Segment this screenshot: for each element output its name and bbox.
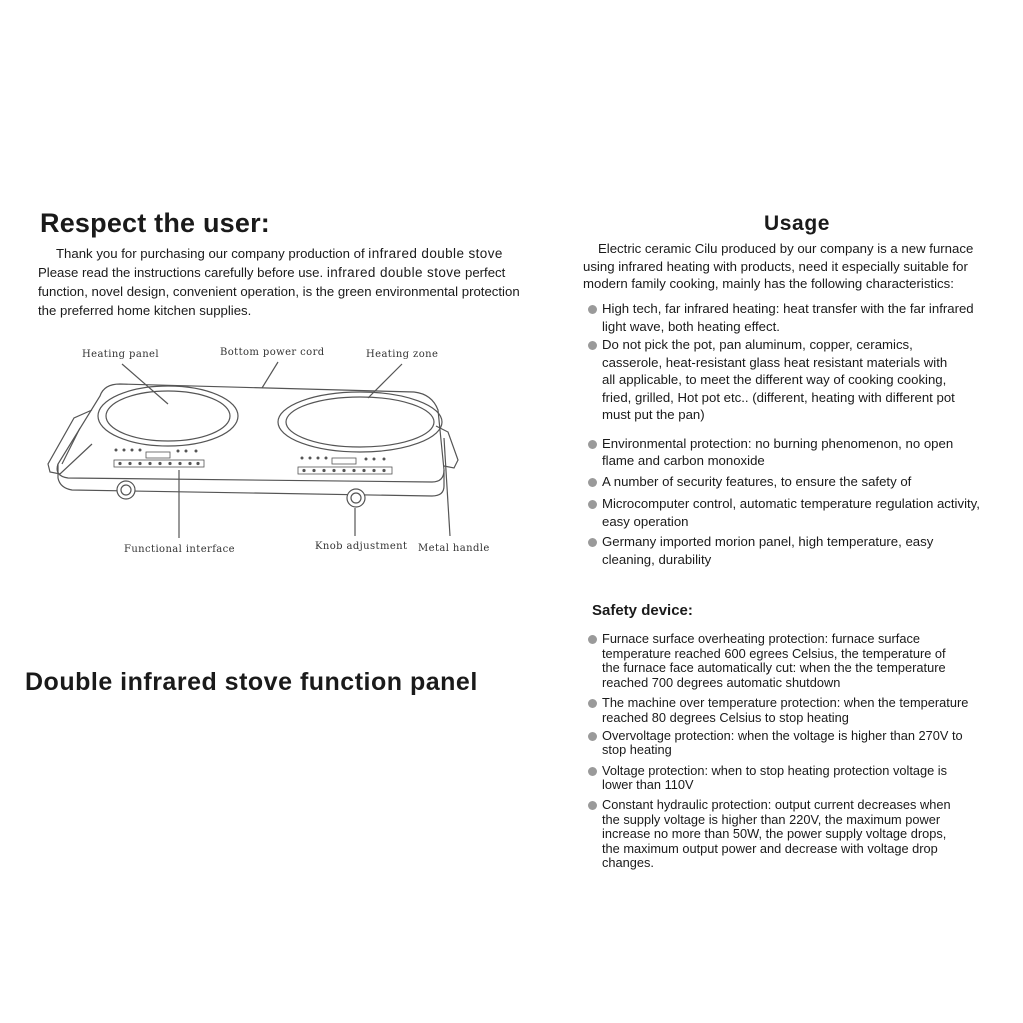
bullet-dot-icon	[588, 732, 597, 741]
list-item: Constant hydraulic protection: output current decreases when the supply voltage is higher than 220V, the maximum power increase no more than 50W, the power supply voltage drops, the maximum output power and decrease with voltage drop changes.	[586, 798, 1006, 871]
bullet-dot-icon	[588, 305, 597, 314]
label-heating-zone: Heating zone	[366, 349, 439, 360]
bullet-dot-icon	[588, 500, 597, 509]
safety-device-heading: Safety device:	[592, 602, 693, 619]
list-item: A number of security features, to ensure the safety of	[586, 473, 1016, 491]
bullet-dot-icon	[588, 478, 597, 487]
intro-line-2: Please read the instructions carefully before use. infrared double stove perfect	[38, 265, 506, 280]
intro-paragraph	[38, 244, 558, 320]
list-item: Germany imported morion panel, high temperature, easy cleaning, durability	[586, 533, 1016, 568]
usage-characteristics-list	[586, 300, 1016, 568]
intro-line-1: Thank you for purchasing our company production of infrared double stove	[56, 246, 503, 261]
list-item: Voltage protection: when to stop heating protection voltage is lower than 110V	[586, 764, 1006, 793]
pointer-power-cord	[262, 362, 278, 388]
label-heating-panel: Heating panel	[82, 349, 159, 360]
knob-right	[347, 489, 365, 507]
product-name: infrared double stove	[368, 246, 503, 261]
usage-heading: Usage	[764, 212, 831, 235]
bullet-dot-icon	[588, 699, 597, 708]
usage-intro-line-2: using infrared heating with products, need it especially suitable for	[583, 258, 968, 274]
stove-illustration	[40, 340, 510, 570]
list-item: Overvoltage protection: when the voltage is higher than 270V to stop heating	[586, 729, 1006, 758]
product-name: infrared double stove	[326, 265, 462, 280]
safety-device-list	[586, 632, 1006, 871]
label-functional-interface: Functional interface	[124, 544, 235, 555]
bullet-dot-icon	[588, 635, 597, 644]
label-knob-adjustment: Knob adjustment	[315, 541, 408, 552]
heating-zone-right	[278, 392, 442, 452]
list-item: Furnace surface overheating protection: furnace surface temperature reached 600 egrees Celsius, the temperature of the furnace face automatically cut: when the the temperature reached 700 degrees automatic shutdown	[586, 632, 1006, 690]
list-item: Do not pick the pot, pan aluminum, copper, ceramics, casserole, heat-resistant glass heat resistant materials with all applicable, to meet the different way of cooking cooking, fried, grilled, Hot pot etc.. (different, heating with different pot must put the pan)	[586, 336, 1016, 424]
control-panel-left	[114, 449, 204, 468]
bullet-dot-icon	[588, 801, 597, 810]
label-metal-handle: Metal handle	[418, 543, 490, 554]
intro-line-3: function, novel design, convenient operation, is the green environmental protection	[38, 284, 520, 299]
intro-line-4: the preferred home kitchen supplies.	[38, 303, 252, 318]
bullet-dot-icon	[588, 440, 597, 449]
usage-intro-line-1: Electric ceramic Cilu produced by our company is a new furnace	[598, 241, 974, 256]
label-bottom-power-cord: Bottom power cord	[220, 347, 325, 358]
knob-left	[117, 481, 135, 499]
bullet-dot-icon	[588, 767, 597, 776]
list-item: The machine over temperature protection: when the temperature reached 80 degrees Celsius to stop heating	[586, 696, 1006, 725]
bullet-dot-icon	[588, 538, 597, 547]
respect-user-heading: Respect the user:	[40, 208, 270, 238]
bullet-dot-icon	[588, 341, 597, 350]
list-item: Environmental protection: no burning phenomenon, no open flame and carbon monoxide	[586, 435, 1016, 470]
usage-intro-paragraph	[583, 240, 1013, 293]
list-item: Microcomputer control, automatic temperature regulation activity, easy operation	[586, 495, 1016, 530]
pointer-handle	[444, 438, 450, 536]
list-item: High tech, far infrared heating: heat transfer with the far infrared light wave, both heating effect.	[586, 300, 1016, 335]
function-panel-heading: Double infrared stove function panel	[25, 668, 478, 696]
usage-intro-line-3: modern family cooking, mainly has the following characteristics:	[583, 276, 954, 291]
stove-diagram	[40, 340, 510, 570]
handle-right	[436, 426, 458, 468]
heating-zone-left	[98, 386, 238, 446]
control-panel-right	[298, 457, 392, 475]
